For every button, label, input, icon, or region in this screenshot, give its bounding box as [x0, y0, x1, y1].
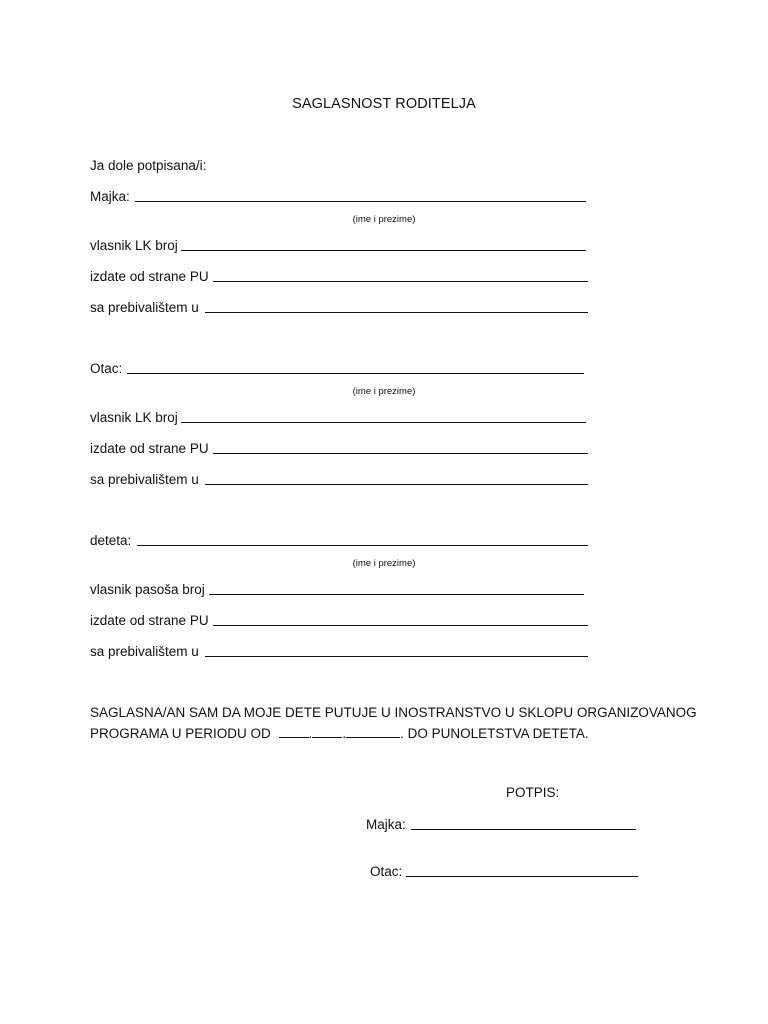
mother-residence-field[interactable] [205, 299, 588, 313]
child-passport-row [90, 581, 584, 599]
consent-line-1: SAGLASNA/AN SAM DA MOJE DETE PUTUJE U INOSTRANSTVO U SKLOPU ORGANIZOVANOG [90, 705, 697, 720]
mother-issued-label: izdate od strane PU [90, 269, 209, 284]
period-day-field[interactable] [279, 725, 309, 738]
father-issued-field[interactable] [213, 440, 588, 454]
father-signature-row [370, 863, 638, 881]
mother-id-label: vlasnik LK broj [90, 238, 178, 253]
child-passport-field[interactable] [209, 581, 584, 595]
child-name-hint: (ime i prezime) [352, 558, 416, 569]
mother-name-hint: (ime i prezime) [352, 214, 416, 225]
consent-period-suffix: . DO PUNOLETSTVA DETETA. [400, 726, 589, 741]
father-name-label: Otac: [90, 361, 123, 376]
father-issued-label: izdate od strane PU [90, 441, 209, 456]
period-year-field[interactable] [346, 725, 400, 738]
father-id-row [90, 409, 586, 427]
child-residence-field[interactable] [205, 643, 588, 657]
child-residence-row [90, 643, 588, 661]
child-issued-label: izdate od strane PU [90, 613, 209, 628]
child-name-row [90, 532, 588, 550]
mother-signature-field[interactable] [411, 816, 636, 830]
father-id-label: vlasnik LK broj [90, 410, 178, 425]
consent-line-2 [90, 725, 589, 743]
father-issued-row [90, 440, 588, 458]
father-residence-field[interactable] [205, 471, 588, 485]
mother-signature-row [366, 816, 636, 834]
signature-heading: POTPIS: [506, 785, 560, 800]
mother-issued-row [90, 268, 588, 286]
child-issued-field[interactable] [213, 612, 588, 626]
father-residence-label: sa prebivalištem u [90, 472, 199, 487]
father-id-field[interactable] [181, 409, 586, 423]
child-issued-row [90, 612, 588, 630]
mother-name-field[interactable] [135, 188, 586, 202]
father-signature-field[interactable] [406, 863, 638, 877]
consent-period-prefix: PROGRAMA U PERIODU OD [90, 726, 271, 741]
mother-id-field[interactable] [181, 237, 586, 251]
father-name-hint: (ime i prezime) [352, 386, 416, 397]
mother-name-row [90, 188, 586, 206]
child-passport-label: vlasnik pasoša broj [90, 582, 205, 597]
father-signature-label: Otac: [370, 864, 403, 879]
mother-id-row [90, 237, 586, 255]
father-name-row [90, 360, 584, 378]
mother-signature-label: Majka: [366, 817, 406, 832]
period-month-field[interactable] [312, 725, 342, 738]
mother-residence-label: sa prebivalištem u [90, 300, 199, 315]
mother-residence-row [90, 299, 588, 317]
period-separator: . [308, 726, 313, 741]
intro-text: Ja dole potpisana/i: [90, 158, 207, 173]
child-name-field[interactable] [137, 532, 588, 546]
father-name-field[interactable] [127, 360, 584, 374]
father-residence-row [90, 471, 588, 489]
child-residence-label: sa prebivalištem u [90, 644, 199, 659]
period-separator: . [342, 726, 347, 741]
mother-issued-field[interactable] [213, 268, 588, 282]
child-name-label: deteta: [90, 533, 132, 548]
document-title: SAGLASNOST RODITELJA [292, 96, 476, 112]
mother-name-label: Majka: [90, 189, 130, 204]
